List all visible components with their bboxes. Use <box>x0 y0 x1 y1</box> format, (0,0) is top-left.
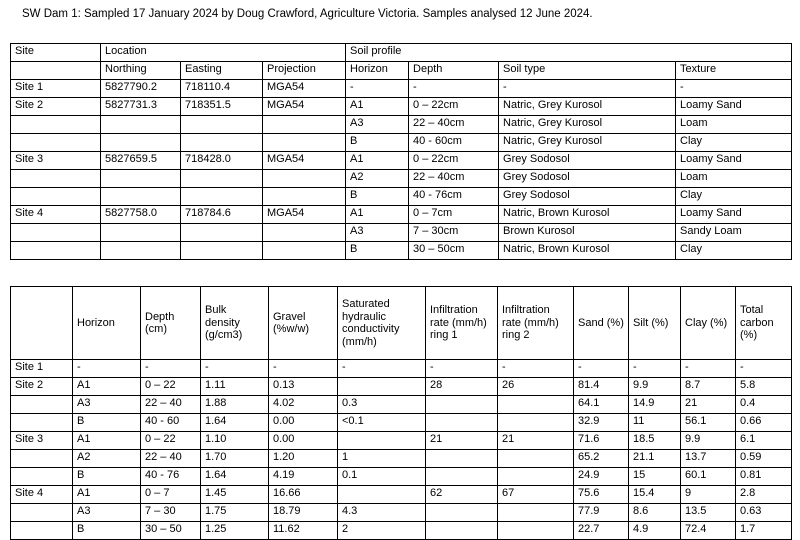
table-row <box>11 134 792 152</box>
table-cell <box>263 188 346 206</box>
column-header-site-blank <box>11 287 73 360</box>
header-location: Location <box>101 44 346 62</box>
column-header-projection: Projection <box>263 62 346 80</box>
table-cell <box>338 486 426 504</box>
column-header-clay: Clay (%) <box>681 287 736 360</box>
table-cell: 0 – 22 <box>141 378 201 396</box>
table-cell: 64.1 <box>574 396 629 414</box>
table-cell: 67 <box>498 486 574 504</box>
table-cell: Natric, Grey Kurosol <box>499 116 676 134</box>
row-site-label <box>11 242 101 260</box>
table-cell <box>181 116 263 134</box>
page-title: SW Dam 1: Sampled 17 January 2024 by Doug Crawford, Agriculture Victoria. Samples analysed 12 June 2024. <box>22 8 593 20</box>
table-cell: - <box>498 360 574 378</box>
column-header-infiltration-rate-ring-2: Infiltration rate (mm/h) ring 2 <box>498 287 574 360</box>
row-site-label: Site 2 <box>11 98 101 116</box>
table-cell: 0.81 <box>736 468 792 486</box>
table-cell: 15 <box>629 468 681 486</box>
table-cell: 0.00 <box>269 414 338 432</box>
table-cell: 1.7 <box>736 522 792 540</box>
table-cell: 14.9 <box>629 396 681 414</box>
table-cell <box>101 116 181 134</box>
table-cell: A1 <box>73 432 141 450</box>
table-cell <box>498 504 574 522</box>
row-site-label <box>11 116 101 134</box>
table-cell: B <box>73 468 141 486</box>
row-site-label <box>11 504 73 522</box>
table-cell <box>426 522 498 540</box>
table-cell: 0 – 22cm <box>409 98 499 116</box>
table-row <box>11 504 792 522</box>
table-cell: 718428.0 <box>181 152 263 170</box>
table-cell: Loamy Sand <box>676 206 792 224</box>
table-cell: 1.70 <box>201 450 269 468</box>
table-cell: 75.6 <box>574 486 629 504</box>
table-cell: 8.6 <box>629 504 681 522</box>
table-cell: Sandy Loam <box>676 224 792 242</box>
table-cell <box>101 170 181 188</box>
column-header-bulk-density: Bulk density (g/cm3) <box>201 287 269 360</box>
table-cell: 22.7 <box>574 522 629 540</box>
table-cell: <0.1 <box>338 414 426 432</box>
table-cell <box>263 242 346 260</box>
column-header-easting: Easting <box>181 62 263 80</box>
table-cell: 40 - 76cm <box>409 188 499 206</box>
table-cell: 21 <box>426 432 498 450</box>
table-body <box>11 360 792 540</box>
table-cell: 1.25 <box>201 522 269 540</box>
table-cell: Loam <box>676 116 792 134</box>
column-header-gravel: Gravel (%w/w) <box>269 287 338 360</box>
table-cell <box>338 378 426 396</box>
table-row <box>11 206 792 224</box>
column-header-sand: Sand (%) <box>574 287 629 360</box>
table-cell: Clay <box>676 188 792 206</box>
table-cell <box>181 170 263 188</box>
table-row <box>11 170 792 188</box>
table-cell: 77.9 <box>574 504 629 522</box>
table-column-header-row <box>11 62 792 80</box>
table-cell: 9.9 <box>629 378 681 396</box>
table-cell: 5827659.5 <box>101 152 181 170</box>
table-cell: - <box>676 80 792 98</box>
column-header-depth: Depth (cm) <box>141 287 201 360</box>
table-cell <box>263 116 346 134</box>
table-cell: Loamy Sand <box>676 98 792 116</box>
table-cell <box>498 468 574 486</box>
table-cell: 71.6 <box>574 432 629 450</box>
table-cell: A1 <box>346 206 409 224</box>
table-cell: 0.3 <box>338 396 426 414</box>
column-header-infiltration-rate-ring-1: Infiltration rate (mm/h) ring 1 <box>426 287 498 360</box>
header-site: Site <box>11 44 101 62</box>
table-cell: 16.66 <box>269 486 338 504</box>
table-cell: 2.8 <box>736 486 792 504</box>
table-cell: 0 – 22 <box>141 432 201 450</box>
table-cell: 2 <box>338 522 426 540</box>
row-site-label <box>11 134 101 152</box>
table-cell: 5.8 <box>736 378 792 396</box>
table-cell: 30 – 50 <box>141 522 201 540</box>
table-cell: 9 <box>681 486 736 504</box>
table-cell: 1.11 <box>201 378 269 396</box>
table-cell: 0.00 <box>269 432 338 450</box>
table-cell: - <box>409 80 499 98</box>
table-cell: 0.59 <box>736 450 792 468</box>
row-site-label: Site 2 <box>11 378 73 396</box>
table-cell: 1.64 <box>201 468 269 486</box>
table-row <box>11 396 792 414</box>
table-row <box>11 152 792 170</box>
table-cell: 7 – 30cm <box>409 224 499 242</box>
table-row <box>11 522 792 540</box>
table-cell <box>426 504 498 522</box>
table-cell: A2 <box>73 450 141 468</box>
table-row <box>11 486 792 504</box>
table-cell: A1 <box>73 486 141 504</box>
table-cell: - <box>681 360 736 378</box>
table-cell: 72.4 <box>681 522 736 540</box>
table-cell: 22 – 40 <box>141 450 201 468</box>
table-cell: 8.7 <box>681 378 736 396</box>
table-cell: B <box>73 522 141 540</box>
table-cell: B <box>73 414 141 432</box>
table-cell: - <box>141 360 201 378</box>
table-row <box>11 116 792 134</box>
table-cell: 718351.5 <box>181 98 263 116</box>
row-site-label <box>11 450 73 468</box>
table-cell <box>426 468 498 486</box>
table-cell: - <box>338 360 426 378</box>
table-cell <box>101 224 181 242</box>
table-cell: 0.63 <box>736 504 792 522</box>
table-cell: 5827758.0 <box>101 206 181 224</box>
table-cell: 30 – 50cm <box>409 242 499 260</box>
table-cell: Brown Kurosol <box>499 224 676 242</box>
table-cell <box>426 450 498 468</box>
table-row <box>11 98 792 116</box>
table-cell: 5827790.2 <box>101 80 181 98</box>
row-site-label <box>11 170 101 188</box>
table-cell: - <box>73 360 141 378</box>
table-cell: 0.4 <box>736 396 792 414</box>
row-site-label <box>11 522 73 540</box>
table-cell: 0.66 <box>736 414 792 432</box>
table-cell: A2 <box>346 170 409 188</box>
table-body <box>11 80 792 260</box>
table-cell: 18.5 <box>629 432 681 450</box>
table-cell: MGA54 <box>263 206 346 224</box>
table-cell: 81.4 <box>574 378 629 396</box>
table-cell: 18.79 <box>269 504 338 522</box>
table-cell: Clay <box>676 242 792 260</box>
site-location-soil-profile-table <box>10 43 792 260</box>
table-cell: Grey Sodosol <box>499 152 676 170</box>
table-cell: - <box>201 360 269 378</box>
table-column-header-row <box>11 287 792 360</box>
table-cell: 15.4 <box>629 486 681 504</box>
table-cell: 1 <box>338 450 426 468</box>
table-cell: MGA54 <box>263 98 346 116</box>
table-row <box>11 80 792 98</box>
row-site-label: Site 4 <box>11 486 73 504</box>
table-cell: 21 <box>681 396 736 414</box>
table-cell: 9.9 <box>681 432 736 450</box>
row-site-label <box>11 188 101 206</box>
table-cell: 0 – 7cm <box>409 206 499 224</box>
table-cell: 22 – 40cm <box>409 170 499 188</box>
table-cell: A3 <box>346 116 409 134</box>
table-cell: B <box>346 242 409 260</box>
table-row <box>11 468 792 486</box>
table-cell: Grey Sodosol <box>499 188 676 206</box>
table-cell: 13.5 <box>681 504 736 522</box>
table-cell: 60.1 <box>681 468 736 486</box>
table-cell: 4.19 <box>269 468 338 486</box>
table-cell: 21 <box>498 432 574 450</box>
row-site-label <box>11 396 73 414</box>
column-header-total-carbon: Total carbon (%) <box>736 287 792 360</box>
table-cell: 65.2 <box>574 450 629 468</box>
table-cell: A1 <box>73 378 141 396</box>
table-cell: Natric, Grey Kurosol <box>499 134 676 152</box>
table-cell <box>263 224 346 242</box>
row-site-label: Site 1 <box>11 360 73 378</box>
table-cell <box>498 414 574 432</box>
column-header-northing: Northing <box>101 62 181 80</box>
table-cell: 0 – 7 <box>141 486 201 504</box>
table-cell <box>263 134 346 152</box>
table-cell: 0.1 <box>338 468 426 486</box>
table-row <box>11 432 792 450</box>
table-cell: 4.9 <box>629 522 681 540</box>
table-cell: 40 - 76 <box>141 468 201 486</box>
table-cell: - <box>426 360 498 378</box>
table-cell: 6.1 <box>736 432 792 450</box>
table-cell: 718110.4 <box>181 80 263 98</box>
table-cell: 40 - 60 <box>141 414 201 432</box>
row-site-label <box>11 224 101 242</box>
table-cell: B <box>346 134 409 152</box>
table-cell <box>498 522 574 540</box>
table-cell: - <box>499 80 676 98</box>
table-cell: A3 <box>346 224 409 242</box>
table-cell: Clay <box>676 134 792 152</box>
row-site-label: Site 3 <box>11 152 101 170</box>
row-site-label <box>11 468 73 486</box>
table-cell: 7 – 30 <box>141 504 201 522</box>
column-header-horizon: Horizon <box>346 62 409 80</box>
table-cell: Natric, Brown Kurosol <box>499 242 676 260</box>
table-cell: A1 <box>346 152 409 170</box>
soil-physical-properties-table <box>10 286 792 540</box>
table-cell: 0 – 22cm <box>409 152 499 170</box>
table-cell: 62 <box>426 486 498 504</box>
table-cell: - <box>736 360 792 378</box>
table-cell: 5827731.3 <box>101 98 181 116</box>
table-row <box>11 450 792 468</box>
table-cell: MGA54 <box>263 80 346 98</box>
table-row <box>11 360 792 378</box>
table-cell: A1 <box>346 98 409 116</box>
table-cell <box>338 432 426 450</box>
table-cell <box>101 134 181 152</box>
table-cell: 26 <box>498 378 574 396</box>
table-cell: 22 – 40cm <box>409 116 499 134</box>
table-row <box>11 188 792 206</box>
table-cell: 4.02 <box>269 396 338 414</box>
table-cell: Natric, Brown Kurosol <box>499 206 676 224</box>
table-cell: 1.10 <box>201 432 269 450</box>
table-cell: Loamy Sand <box>676 152 792 170</box>
table-group-header-row <box>11 44 792 62</box>
table-cell: 11 <box>629 414 681 432</box>
table-cell <box>101 188 181 206</box>
column-header-depth: Depth <box>409 62 499 80</box>
table-cell: B <box>346 188 409 206</box>
table-cell: Natric, Grey Kurosol <box>499 98 676 116</box>
column-header-site-blank <box>11 62 101 80</box>
table-cell: 40 - 60cm <box>409 134 499 152</box>
column-header-horizon: Horizon <box>73 287 141 360</box>
table-cell: 21.1 <box>629 450 681 468</box>
table-cell: 56.1 <box>681 414 736 432</box>
table-cell: A3 <box>73 504 141 522</box>
column-header-saturated-hydraulic-conductivity: Saturated hydraulic conductivity (mm/h) <box>338 287 426 360</box>
column-header-soil-type: Soil type <box>499 62 676 80</box>
table-cell: 718784.6 <box>181 206 263 224</box>
row-site-label: Site 1 <box>11 80 101 98</box>
table-cell: 0.13 <box>269 378 338 396</box>
table-cell <box>181 224 263 242</box>
table-cell: - <box>574 360 629 378</box>
table-cell <box>498 396 574 414</box>
table-row <box>11 242 792 260</box>
table-cell <box>263 170 346 188</box>
table-cell: 1.64 <box>201 414 269 432</box>
row-site-label: Site 4 <box>11 206 101 224</box>
table-cell: 28 <box>426 378 498 396</box>
table-cell: A3 <box>73 396 141 414</box>
table-cell: 1.75 <box>201 504 269 522</box>
table-cell: 4.3 <box>338 504 426 522</box>
table-row <box>11 414 792 432</box>
table-cell: 22 – 40 <box>141 396 201 414</box>
table-cell: Loam <box>676 170 792 188</box>
table-cell <box>426 414 498 432</box>
table-cell: 24.9 <box>574 468 629 486</box>
table-cell <box>426 396 498 414</box>
column-header-texture: Texture <box>676 62 792 80</box>
table-cell: 11.62 <box>269 522 338 540</box>
row-site-label: Site 3 <box>11 432 73 450</box>
table-cell <box>181 242 263 260</box>
table-cell <box>181 188 263 206</box>
table-cell <box>101 242 181 260</box>
header-soil-profile: Soil profile <box>346 44 792 62</box>
table-cell <box>181 134 263 152</box>
table-cell: MGA54 <box>263 152 346 170</box>
table-cell: - <box>629 360 681 378</box>
table-cell: 32.9 <box>574 414 629 432</box>
table-cell: 1.20 <box>269 450 338 468</box>
table-cell: 1.88 <box>201 396 269 414</box>
table-cell <box>498 450 574 468</box>
column-header-silt: Silt (%) <box>629 287 681 360</box>
table-cell: - <box>346 80 409 98</box>
table-row <box>11 378 792 396</box>
table-cell: 13.7 <box>681 450 736 468</box>
table-cell: Grey Sodosol <box>499 170 676 188</box>
table-row <box>11 224 792 242</box>
row-site-label <box>11 414 73 432</box>
table-cell: - <box>269 360 338 378</box>
table-cell: 1.45 <box>201 486 269 504</box>
